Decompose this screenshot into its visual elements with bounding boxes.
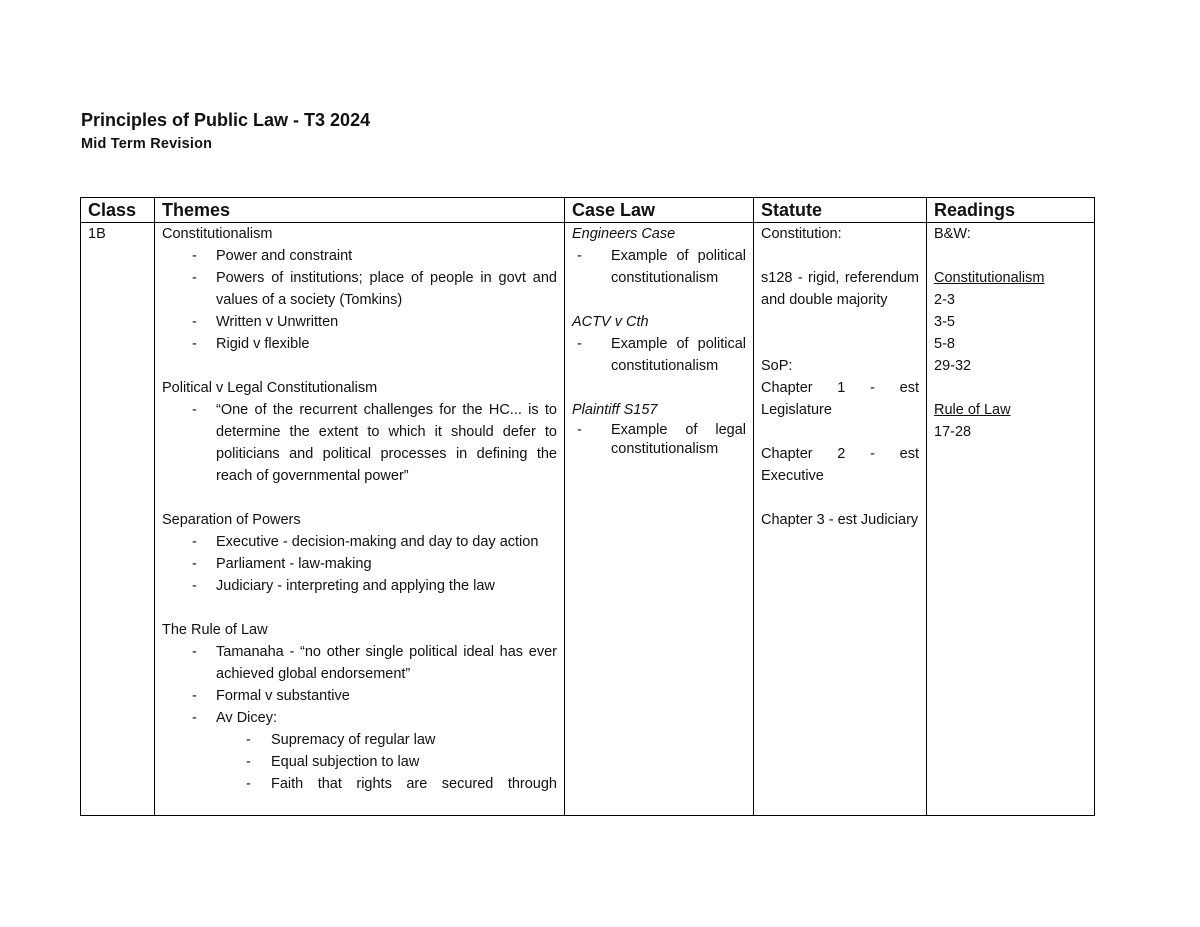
readings-pages: 29-32 [934,358,972,374]
case-notes [572,245,746,289]
readings-source: B&W: [934,226,971,242]
class-cell [81,223,155,816]
list-item: - Parliament - law-making [162,553,557,575]
list-item: - “One of the recurrent challenges for the HC... is to determine the extent to which it should defer to politicians and political processes in defining the reach of governmental power” [162,399,557,487]
table-header-row [81,198,1095,223]
theme-heading-political-legal: Political v Legal Constitutionalism [162,380,378,396]
political-legal-list [162,399,557,487]
header-readings: Readings [927,198,1095,223]
separation-list [162,531,557,597]
table-row [81,223,1095,816]
statute-constitution-label: Constitution: [761,226,842,242]
list-item: - Faith that rights are secured through [216,773,557,795]
statute-chapter: Chapter 3 - est Judiciary [761,512,919,528]
statute-sop-label: SoP: [761,358,793,374]
rule-of-law-list [162,641,557,795]
statute-cell [754,223,927,816]
themes-cell [155,223,565,816]
header-themes: Themes [155,198,565,223]
constitutionalism-list [162,245,557,355]
case-name: Plaintiff S157 [572,402,658,418]
theme-heading-constitutionalism: Constitutionalism [162,226,273,242]
list-item [162,707,557,795]
header-class: Class [81,198,155,223]
list-item: - Power and constraint [162,245,557,267]
list-item: - Judiciary - interpreting and applying the law [162,575,557,597]
list-item: - Supremacy of regular law [216,729,557,751]
statute-s128: s128 - rigid, referendum and double majority [761,270,919,308]
statute-chapter: Chapter 1 - est Legislature [761,380,919,418]
readings-pages: 17-28 [934,424,972,440]
list-item: - Example of political constitutionalism [572,333,746,377]
list-item: - Equal subjection to law [216,751,557,773]
list-item: - Example of political constitutionalism [572,245,746,289]
case-notes [572,421,746,459]
document-subtitle: Mid Term Revision [81,136,213,152]
case-notes [572,333,746,377]
theme-heading-rule-of-law: The Rule of Law [162,622,268,638]
list-item: - Written v Unwritten [162,311,557,333]
header-statute: Statute [754,198,927,223]
list-item: - Formal v substantive [162,685,557,707]
class-value: 1B [88,226,106,242]
statute-chapter: Chapter 2 - est Executive [761,446,919,484]
theme-heading-separation: Separation of Powers [162,512,301,528]
list-item: - Rigid v flexible [162,333,557,355]
list-item: - Powers of institutions; place of people in govt and values of a society (Tomkins) [162,267,557,311]
readings-pages: 2-3 [934,292,955,308]
readings-cell [927,223,1095,816]
readings-pages: 3-5 [934,314,955,330]
readings-pages: 5-8 [934,336,955,352]
document-title: Principles of Public Law - T3 2024 [81,110,371,130]
case-law-cell [565,223,754,816]
revision-table [80,197,1095,816]
header-case-law: Case Law [565,198,754,223]
list-item: - Executive - decision-making and day to day action [162,531,557,553]
dicey-label: Av Dicey: [216,710,277,726]
list-item: - Tamanaha - “no other single political ideal has ever achieved global endorsement” [162,641,557,685]
case-name: ACTV v Cth [572,314,649,330]
readings-heading-rule-of-law: Rule of Law [934,402,1011,418]
case-name: Engineers Case [572,226,676,242]
readings-heading-constitutionalism: Constitutionalism [934,270,1045,286]
dicey-list [216,729,557,795]
list-item: - Example of legal constitutionalism [572,421,746,459]
